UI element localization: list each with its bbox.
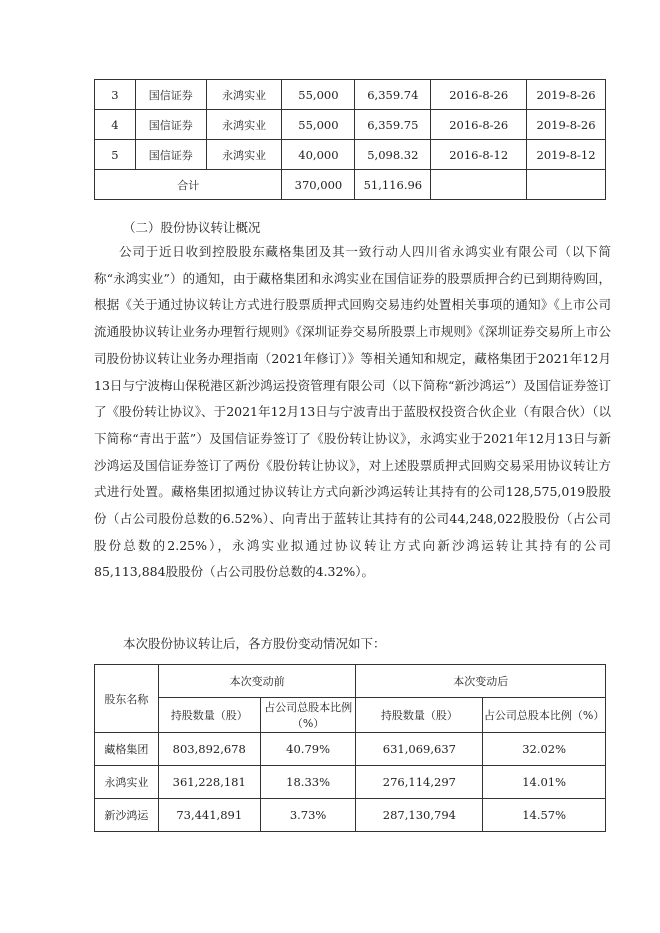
cell-end-date: 2019-8-12 [527, 140, 606, 170]
table-row [95, 799, 606, 832]
cell-no: 3 [95, 80, 136, 110]
total-amount: 51,116.96 [355, 170, 431, 200]
total-row [95, 170, 606, 200]
cell-before-ratio: 3.73% [260, 799, 356, 832]
cell-shares: 40,000 [282, 140, 355, 170]
cell-holder-name: 藏格集团 [95, 733, 159, 766]
cell-after-shares: 287,130,794 [356, 799, 483, 832]
cell-end-date: 2019-8-26 [527, 80, 606, 110]
cell-holder: 永鸿实业 [206, 80, 282, 110]
cell-holder-name: 新沙鸿运 [95, 799, 159, 832]
cell-holder: 永鸿实业 [206, 140, 282, 170]
header-row [95, 698, 606, 733]
cell-amount: 5,098.32 [355, 140, 431, 170]
cell-after-ratio: 14.01% [483, 766, 606, 799]
header-ratio: 占公司总股本比例（%） [483, 698, 606, 733]
cell-after-shares: 276,114,297 [356, 766, 483, 799]
table-row [95, 80, 606, 110]
header-holder: 股东名称 [95, 665, 159, 733]
table-intro-text: 本次股份协议转让后，各方股份变动情况如下： [123, 636, 386, 651]
cell-before-shares: 803,892,678 [158, 733, 260, 766]
header-shares: 持股数量（股） [158, 698, 260, 733]
table-row [95, 140, 606, 170]
table-row [95, 766, 606, 799]
cell-no: 4 [95, 110, 136, 140]
cell-shares: 55,000 [282, 80, 355, 110]
cell-start-date: 2016-8-26 [431, 80, 527, 110]
cell-end-date: 2019-8-26 [527, 110, 606, 140]
cell-holder: 永鸿实业 [206, 110, 282, 140]
cell-amount: 6,359.74 [355, 80, 431, 110]
cell-no: 5 [95, 140, 136, 170]
table-row [95, 110, 606, 140]
cell-before-ratio: 18.33% [260, 766, 356, 799]
header-shares: 持股数量（股） [356, 698, 483, 733]
cell-after-shares: 631,069,637 [356, 733, 483, 766]
body-paragraph: 公司于近日收到控股股东藏格集团及其一致行动人四川省永鸿实业有限公司（以下简称“永鸿实业”）的通知，由于藏格集团和永鸿实业在国信证券的股票质押合约已到期待购回，根据《关于通过协议转让方式进行股票质押式回购交易违约处置相关事项的通知》《上市公司流通股协议转让业务办理暂行规则》《深圳证券交易所股票上市规则》《深圳证券交易所上市公司股份协议转让业务办理指南（2021年修订）》等相关通知和规定，藏格集团于2021年12月13日与宁波梅山保税港区新沙鸿运投资管理有限公司（以下简称“新沙鸿运”）及国信证券签订了《股份转让协议》、于2021年12月13日与宁波青出于蓝股权投资合伙企业（有限合伙）（以下简称“青出于蓝”）及国信证券签订了《股份转让协议》，永鸿实业于2021年12月13日与新沙鸿运及国信证券签订了两份《股份转让协议》，对上述股票质押式回购交易采用协议转让方式进行处置。藏格集团拟通过协议转让方式向新沙鸿运转让其持有的公司128,575,019股股份（占公司股份总数的6.52%）、向青出于蓝转让其持有的公司44,248,022股股份（占公司股份总数的2.25%），永鸿实业拟通过协议转让方式向新沙鸿运转让其持有的公司85,113,884股股份（占公司股份总数的4.32%）。 [94, 244, 611, 580]
header-row [95, 665, 606, 698]
cell-after-ratio: 32.02% [483, 733, 606, 766]
total-label: 合计 [95, 170, 282, 200]
share-change-table [94, 664, 606, 832]
cell-before-shares: 361,228,181 [158, 766, 260, 799]
cell-after-ratio: 14.57% [483, 799, 606, 832]
cell-broker: 国信证券 [135, 80, 206, 110]
cell-before-shares: 73,441,891 [158, 799, 260, 832]
cell-start-date: 2016-8-12 [431, 140, 527, 170]
total-shares: 370,000 [282, 170, 355, 200]
pledge-table [94, 79, 606, 200]
header-before: 本次变动前 [158, 665, 356, 698]
cell-amount: 6,359.75 [355, 110, 431, 140]
section-title: （二）股份协议转让概况 [123, 220, 261, 235]
cell-before-ratio: 40.79% [260, 733, 356, 766]
empty-cell [431, 170, 527, 200]
table-row [95, 733, 606, 766]
header-ratio: 占公司总股本比例（%） [260, 698, 356, 733]
cell-start-date: 2016-8-26 [431, 110, 527, 140]
empty-cell [527, 170, 606, 200]
header-after: 本次变动后 [356, 665, 606, 698]
cell-holder-name: 永鸿实业 [95, 766, 159, 799]
cell-broker: 国信证券 [135, 140, 206, 170]
cell-shares: 55,000 [282, 110, 355, 140]
cell-broker: 国信证券 [135, 110, 206, 140]
